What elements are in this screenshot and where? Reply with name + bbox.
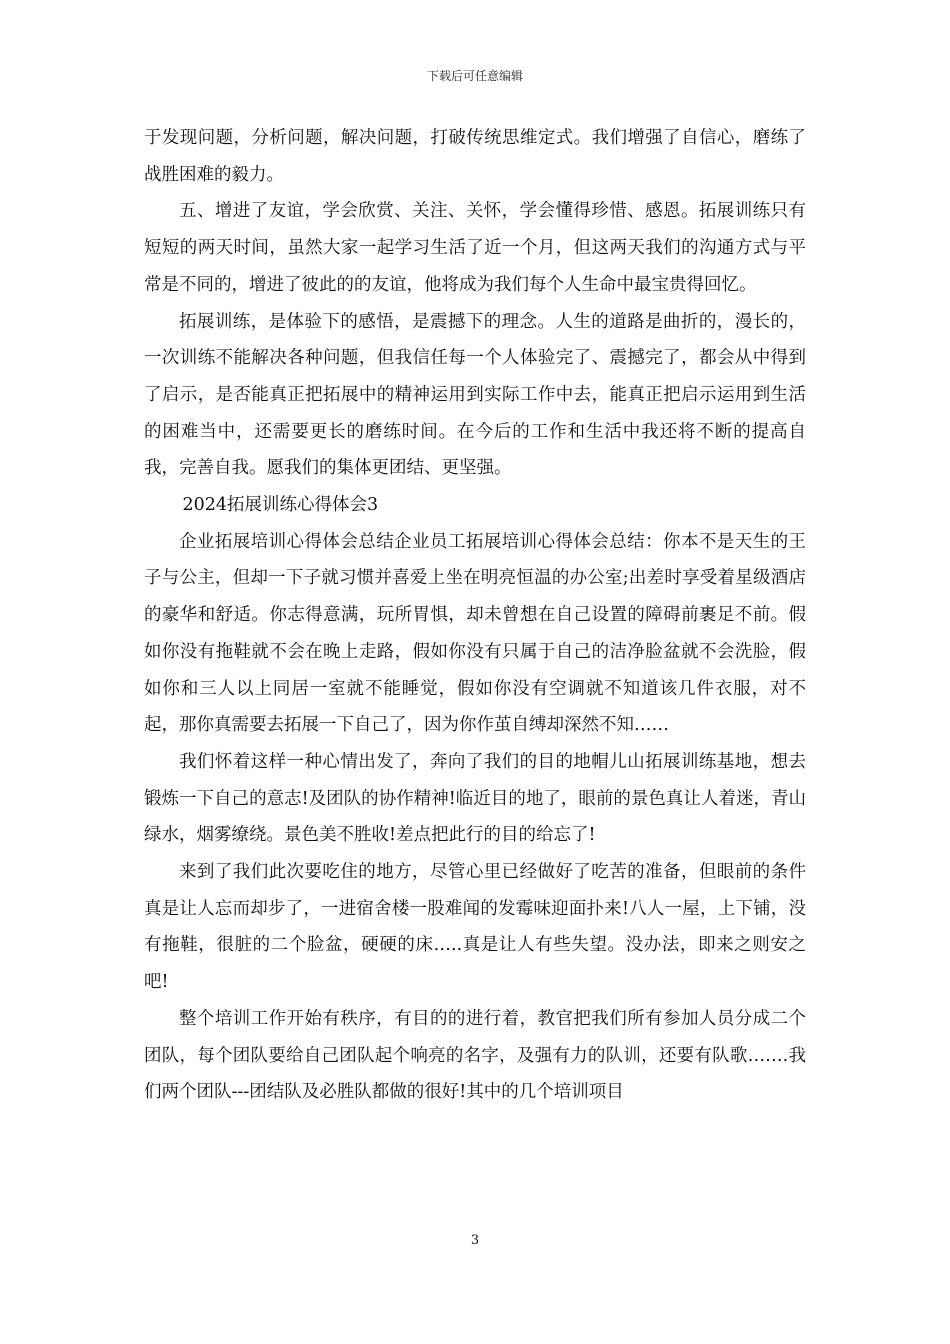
- page-header: 下载后可任意编辑: [426, 69, 523, 83]
- paragraph-intro: 企业拓展培训心得体会总结企业员工拓展培训心得体会总结：你本不是天生的王子与公主，但却一下子就习惯并喜爱上坐在明亮恒温的办公室;出差时享受着星级酒店的豪华和舒适。你志得意满，玩所胃惧，却未曾想在自己设置的障碍前裹足不前。假如你没有拖鞋就不会在晚上走路，假如你没有只属于自己的洁净脸盆就不会洗脸，假如你和三人以上同居一室就不能睡觉，假如你没有空调就不知道该几件衣服，对不起，那你真需要去拓展一下自己了，因为你作茧自缚却深然不知……: [144, 531, 806, 736]
- paragraph-reflection: 拓展训练，是体验下的感悟，是震撼下的理念。人生的道路是曲折的，漫长的，一次训练不能解决各种问题，但我信任每一个人体验完了、震撼完了，都会从中得到了启示，是否能真正把拓展中的精神运用到实际工作中去，能真正把启示运用到生活的困难当中，还需要更长的磨练时间。在今后的工作和生活中我还将不断的提高自我，完善自我。愿我们的集体更团结、更坚强。: [144, 311, 806, 479]
- paragraph-training: 整个培训工作开始有秩序，有目的的进行着，教官把我们所有参加人员分成二个团队，每个团队要给自己团队起个响亮的名字，及强有力的队训，还要有队歌…….我们两个团队---团结队及必胜队都做的很好!其中的几个培训项目: [144, 1008, 806, 1103]
- paragraph-friendship: 五、增进了友谊，学会欣赏、关注、关怀，学会懂得珍惜、感恩。拓展训练只有短短的两天时间，虽然大家一起学习生活了近一个月，但这两天我们的沟通方式与平常是不同的，增进了彼此的的友谊，他将成为我们每个人生命中最宝贵得回忆。: [144, 201, 806, 295]
- page-number: 3: [470, 1233, 480, 1248]
- paragraph-departure: 我们怀着这样一种心情出发了，奔向了我们的目的地帽儿山拓展训练基地，想去锻炼一下自己的意志!及团队的协作精神!临近目的地了，眼前的景色真让人着迷，青山绿水，烟雾缭绕。景色美不胜收!差点把此行的目的给忘了!: [144, 751, 806, 846]
- section-heading: 2024拓展训练心得体会3: [182, 495, 379, 516]
- paragraph-continuation: 于发现问题，分析问题，解决问题，打破传统思维定式。我们增强了自信心，磨练了战胜困难的毅力。: [144, 128, 806, 185]
- paragraph-lodging: 来到了我们此次要吃住的地方，尽管心里已经做好了吃苦的准备，但眼前的条件真是让人忘而却步了，一进宿舍楼一股难闻的发霉味迎面扑来!八人一屋，上下铺，没有拖鞋，很脏的二个脸盆，硬硬的床…..真是让人有些失望。没办法，即来之则安之吧!: [144, 862, 806, 993]
- document-body: [144, 120, 806, 1111]
